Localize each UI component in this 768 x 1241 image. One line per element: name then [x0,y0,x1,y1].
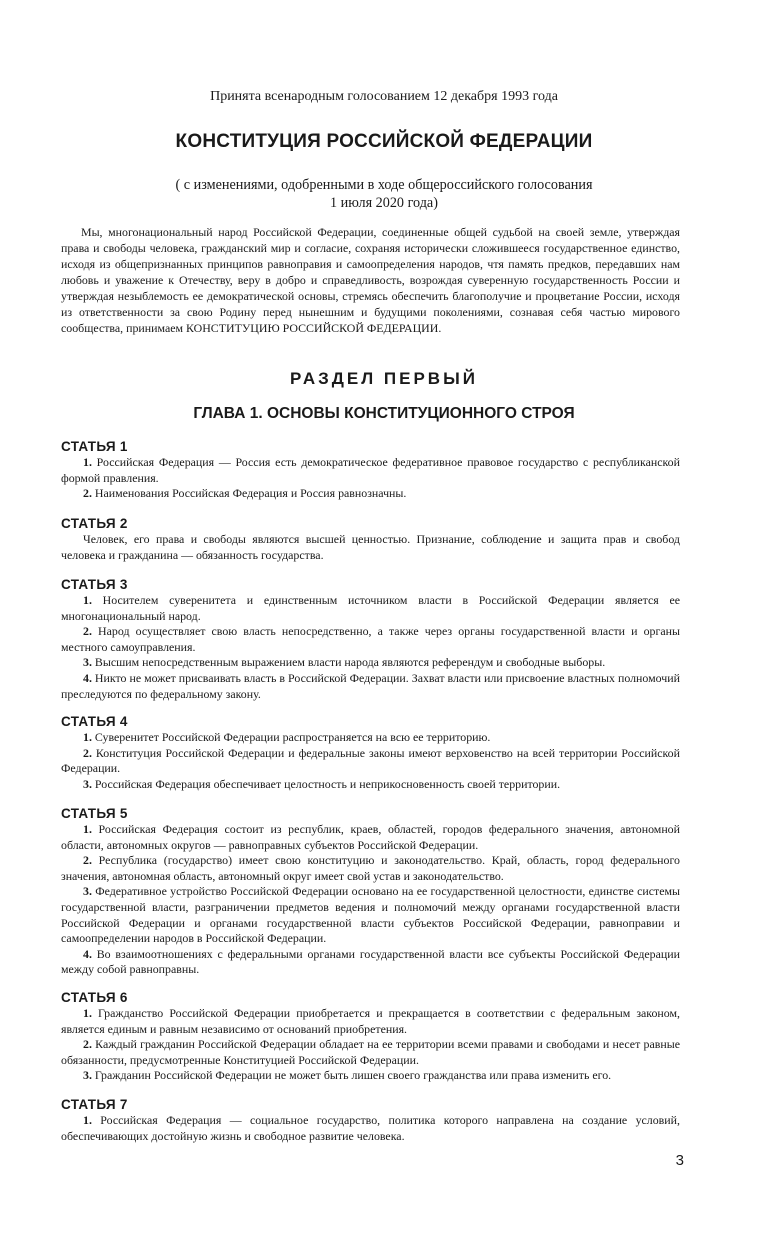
page-number: 3 [675,1152,684,1169]
paragraph-text: Российская Федерация обеспечивает целостность и неприкосновенность своей территории. [94,776,561,791]
paragraph-number: 1. [83,730,92,744]
article-3 [61,576,680,702]
paragraph-number: 1. [83,1113,92,1127]
paragraph-number: 2. [83,624,92,639]
article-paragraph [61,624,680,655]
article-paragraph [61,1037,680,1068]
article-paragraph [61,671,680,702]
article-title: СТАТЬЯ 4 [61,714,128,729]
article-title: СТАТЬЯ 1 [61,439,128,454]
paragraph-text: Никто не может присваивать власть в Российской Федерации. Захват власти или присвоение властных полномочий преследуются по федеральному закону. [61,670,680,701]
article-paragraph [61,947,680,978]
paragraph-number: 1. [83,822,92,836]
article-title: СТАТЬЯ 3 [61,577,128,592]
article-paragraph [61,746,680,777]
paragraph-number: 1. [83,455,92,469]
paragraph-text: Человек, его права и свободы являются высшей ценностью. Признание, соблюдение и защита прав и свобод человека и гражданина — обязанность государства. [61,532,680,562]
paragraph-text: Российская Федерация состоит из республик, краев, областей, городов федерального значения, автономной области, автономных округов — равноправных субъектов Российской Федерации. [61,822,680,852]
paragraph-text: Федеративное устройство Российской Федерации основано на ее государственной целостности, единстве системы государственной власти, разграничении предметов ведения и полномочий между органами государственной власти Российской Федерации и органами государственной власти субъектов Российской Федерации, равноправии и самоопределении народов в Российской Федерации. [61,884,680,946]
paragraph-text: Высшим непосредственным выражением власти народа являются референдум и свободные выборы. [94,655,606,670]
document-title: КОНСТИТУЦИЯ РОССИЙСКОЙ ФЕДЕРАЦИИ [175,131,593,152]
amendment-note [0,176,768,212]
article-7 [61,1096,680,1144]
amendment-line-2: 1 июля 2020 года) [330,195,438,211]
section-heading: РАЗДЕЛ ПЕРВЫЙ [290,369,478,388]
article-title: СТАТЬЯ 6 [61,990,128,1005]
article-1 [61,438,680,502]
article-paragraph [61,532,680,563]
article-title: СТАТЬЯ 5 [61,806,128,821]
article-paragraph [61,777,680,793]
adoption-note: Принята всенародным голосованием 12 декабря 1993 года [210,89,558,104]
chapter-heading: ГЛАВА 1. ОСНОВЫ КОНСТИТУЦИОННОГО СТРОЯ [193,405,575,422]
paragraph-number: 3. [83,655,92,670]
paragraph-text: Российская Федерация — Россия есть демократическое федеративное правовое государство с республиканской формой правления. [61,455,680,485]
article-paragraph [61,455,680,486]
paragraph-text: Российская Федерация — социальное государство, политика которого направлена на создание условий, обеспечивающих достойную жизнь и свободное развитие человека. [61,1113,680,1143]
paragraph-number: 3. [83,884,92,899]
article-5 [61,805,680,978]
paragraph-text: Каждый гражданин Российской Федерации обладает на ее территории всеми правами и свободами и несет равные обязанности, предусмотренные Конституцией Российской Федерации. [61,1037,680,1067]
paragraph-number: 1. [83,1006,92,1020]
article-paragraph [61,593,680,624]
paragraph-text: Носителем суверенитета и единственным источником власти в Российской Федерации является ее многонациональный народ. [61,593,681,623]
paragraph-text: Народ осуществляет свою власть непосредственно, а также через органы государственной власти и органы местного самоуправления. [61,624,680,654]
paragraph-number: 2. [83,486,92,501]
article-title: СТАТЬЯ 2 [61,516,128,531]
article-paragraph [61,853,680,884]
paragraph-text: Во взаимоотношениях с федеральными органами государственной власти все субъекты Российской Федерации между собой равноправны. [61,946,680,977]
preamble: Мы, многонациональный народ Российской Федерации, соединенные общей судьбой на своей земле, утверждая права и свободы человека, гражданский мир и согласие, сохраняя исторически сложившееся государственное единство, исходя из общепризнанных принципов равноправия и самоопределения народов, чтя память предков, передавших нам любовь и уважение к Отечеству, веру в добро и справедливость, возрождая суверенную государственность России и утверждая незыблемость ее демократической основы, стремясь обеспечить благополучие и процветание России, исходя из ответственности за свою Родину перед нынешним и будущими поколениями, сознавая себя частью мирового сообщества, принимаем КОНСТИТУЦИЮ РОССИЙСКОЙ ФЕДЕРАЦИИ. [61,225,680,335]
paragraph-number: 3. [83,1068,92,1083]
article-paragraph [61,1113,680,1144]
article-paragraph [61,822,680,853]
article-paragraph [61,1006,680,1037]
paragraph-number: 2. [83,1037,92,1052]
article-paragraph [61,884,680,946]
article-6 [61,989,680,1084]
article-2 [61,515,680,563]
paragraph-text: Суверенитет Российской Федерации распространяется на всю ее территорию. [94,730,491,744]
paragraph-number: 4. [83,670,92,685]
paragraph-text: Гражданство Российской Федерации приобретается и прекращается в соответствии с федеральным законом, является единым и равным независимо от оснований приобретения. [61,1006,680,1036]
article-paragraph [61,486,680,502]
paragraph-text: Республика (государство) имеет свою конституцию и законодательство. Край, область, город федерального значения, автономная область, автономный округ имеет свой устав и законодательство. [61,853,680,883]
article-paragraph [61,730,680,746]
paragraph-text: Наименования Российская Федерация и Россия равнозначны. [94,486,407,501]
paragraph-number: 2. [83,853,92,868]
amendment-line-1: ( с изменениями, одобренными в ходе общероссийского голосования [175,177,593,193]
article-title: СТАТЬЯ 7 [61,1097,128,1112]
paragraph-number: 3. [83,776,92,791]
paragraph-text: Конституция Российской Федерации и федеральные законы имеют верховенство на всей территории Российской Федерации. [61,745,680,776]
article-paragraph [61,655,680,671]
paragraph-number: 1. [83,593,92,607]
paragraph-text: Гражданин Российской Федерации не может быть лишен своего гражданства или права изменить его. [94,1068,612,1083]
article-4 [61,713,680,792]
paragraph-number: 2. [83,745,92,760]
paragraph-number: 4. [83,946,92,961]
article-paragraph [61,1068,680,1084]
